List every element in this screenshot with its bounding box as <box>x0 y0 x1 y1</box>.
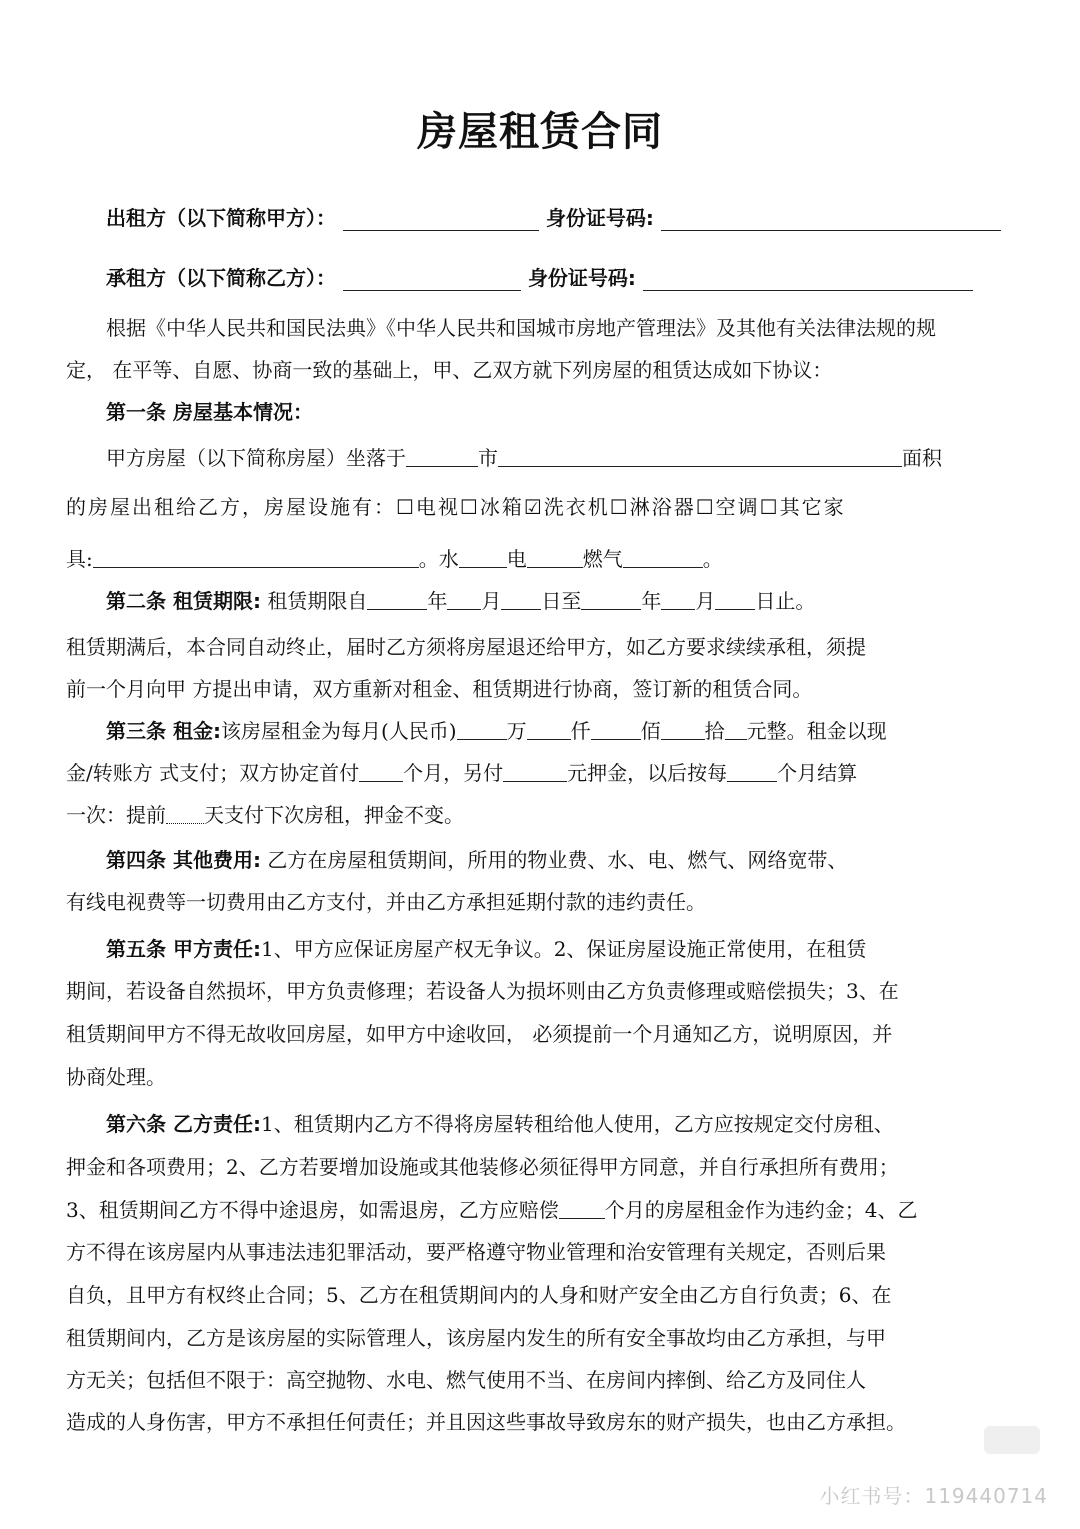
art3-settle-text: 个月结算 <box>777 761 858 785</box>
party-a-id-label: 身份证号码: <box>545 206 654 230</box>
art3-deposit-text: 元押金，以后按每 <box>567 761 728 785</box>
art1-water-blank[interactable] <box>459 543 507 568</box>
article-4-line-2: 有线电视费等一切费用由乙方支付，并由乙方承担延期付款的违约责任。 <box>66 890 706 914</box>
article-6-line-1 <box>106 1103 1016 1145</box>
art1-location-text: 甲方房屋（以下简称房屋）坐落于 <box>106 446 406 470</box>
article-3-line-2 <box>66 752 1016 794</box>
art3-advance-text: 一次：提前 <box>66 803 166 827</box>
party-a-id-blank[interactable] <box>661 208 1001 231</box>
article-6-title: 第六条 乙方责任: <box>106 1112 261 1136</box>
art2-start-month-blank[interactable] <box>447 585 481 610</box>
art1-end-mark: 。 <box>702 547 723 571</box>
article-6-line-5: 自负，且甲方有权终止合同；5、乙方在租赁期间内的人身和财产安全由乙方自行负责；6、在 <box>66 1283 892 1307</box>
party-b-row <box>106 262 1016 298</box>
art2-end-day-blank[interactable] <box>715 585 755 610</box>
art6-penalty-months-blank[interactable] <box>559 1194 605 1219</box>
art2-start-day-blank[interactable] <box>501 585 541 610</box>
article-6-line-2: 押金和各项费用；2、乙方若要增加设施或其他装修必须征得甲方同意，并自行承担所有费用； <box>66 1155 899 1179</box>
art3-bai-blank[interactable] <box>591 715 641 740</box>
art6-text-3b: 个月的房屋租金作为违约金；4、乙 <box>604 1198 918 1222</box>
art2-month-1: 月 <box>481 589 502 613</box>
article-1-heading <box>106 391 1016 433</box>
art3-bai: 佰 <box>640 719 661 743</box>
preamble-line-1: 根据《中华人民共和国民法典》《中华人民共和国城市房地产管理法》及其他有关法律法规的规 <box>106 316 936 340</box>
party-a-name-blank[interactable] <box>343 208 539 231</box>
art3-qian: 仟 <box>570 719 591 743</box>
article-2-line-2: 租赁期满后，本合同自动终止，届时乙方须将房屋退还给甲方，如乙方要求续续承租，须提 <box>66 635 866 659</box>
art3-payment-text: 金/转账方 式支付；双方协定首付 <box>66 761 360 785</box>
art1-gas-label: 燃气 <box>582 547 623 571</box>
party-a-row <box>106 202 1016 238</box>
art3-yuan-text: 元整。租金以现 <box>746 719 887 743</box>
party-a-label: 出租方（以下简称甲方）： <box>106 206 336 230</box>
art6-text-1: 1、租赁期内乙方不得将房屋转租给他人使用，乙方应按规定交付房租、 <box>260 1112 894 1136</box>
art3-rent-text: 该房屋租金为每月(人民币) <box>220 719 457 743</box>
art3-cycle-blank[interactable] <box>727 757 777 782</box>
art3-wan-blank[interactable] <box>457 715 507 740</box>
art1-gas-blank[interactable] <box>623 543 703 568</box>
page-title: 房屋租赁合同 <box>417 109 663 155</box>
party-b-id-label: 身份证号码: <box>527 266 636 290</box>
art1-city-blank[interactable] <box>406 442 478 467</box>
article-1-title: 第一条 房屋基本情况： <box>106 400 313 424</box>
art2-from-text: 租赁期限自 <box>267 589 368 613</box>
article-6-line-4: 方不得在该房屋内从事违法违犯罪活动，要严格遵守物业管理和治安管理有关规定，否则后果 <box>66 1240 886 1264</box>
article-6-line-7: 方无关；包括但不限于：高空抛物、水电、燃气使用不当、在房间内摔倒、给乙方及同住人 <box>66 1368 866 1392</box>
art3-next-rent-text: 天支付下次房租，押金不变。 <box>204 803 464 827</box>
article-6-line-3 <box>66 1189 1016 1231</box>
party-b-label: 承租方（以下简称乙方）： <box>106 266 336 290</box>
article-1-line-1 <box>106 437 1016 479</box>
art1-electric-label: 电 <box>506 547 527 571</box>
article-6-line-8: 造成的人身伤害，甲方不承担任何责任；并且因这些事故导致房东的财产损失，也由乙方承担。 <box>66 1410 906 1434</box>
art2-end-text: 日止。 <box>755 589 816 613</box>
art2-start-year-blank[interactable] <box>367 585 427 610</box>
article-4-line-1 <box>106 839 1016 881</box>
art4-text-1: 乙方在房屋租赁期间，所用的物业费、水、电、燃气、网络宽带、 <box>267 848 848 872</box>
art3-shi-blank[interactable] <box>661 715 705 740</box>
party-b-name-blank[interactable] <box>343 268 521 291</box>
watermark-logo-icon <box>984 1426 1040 1454</box>
art2-year-1: 年 <box>427 589 448 613</box>
article-3-line-3 <box>66 794 1016 836</box>
watermark-text: 小红书号：119440714 <box>819 1484 1048 1508</box>
art3-wan: 万 <box>506 719 527 743</box>
article-5-line-3: 租赁期间甲方不得无故收回房屋，如甲方中途收回， 必须提前一个月通知乙方，说明原因，并 <box>66 1022 893 1046</box>
art3-shi: 拾 <box>704 719 725 743</box>
art1-city-text: 市 <box>478 446 498 470</box>
art1-water-label: 。水 <box>418 547 459 571</box>
article-5-line-4: 协商处理。 <box>66 1065 166 1089</box>
article-3-line-1 <box>106 710 1016 752</box>
art3-qian-blank[interactable] <box>527 715 571 740</box>
art3-first-months-blank[interactable] <box>359 757 403 782</box>
article-5-line-2: 期间，若设备自然损坏，甲方负责修理；若设备人为损坏则由乙方负责修理或赔偿损失；3、在 <box>66 979 899 1003</box>
preamble-line-2: 定， 在平等、自愿、协商一致的基础上，甲、乙双方就下列房屋的租赁达成如下协议： <box>66 358 833 382</box>
art3-yuan-blank[interactable] <box>725 715 747 740</box>
article-4-title: 第四条 其他费用: <box>106 848 261 872</box>
art5-text-1: 1、甲方应保证房屋产权无争议。2、保证房屋设施正常使用，在租赁 <box>260 937 867 961</box>
article-6-line-6: 租赁期间内，乙方是该房屋的实际管理人，该房屋内发生的所有安全事故均由乙方承担，与甲 <box>66 1326 886 1350</box>
article-1-line-2: 的房屋出租给乙方，房屋设施有：☐电视☐冰箱☑洗衣机☐淋浴器☐空调☐其它家 <box>66 495 846 519</box>
art2-to-text: 日至 <box>541 589 582 613</box>
article-5-line-1 <box>106 928 1016 970</box>
article-1-line-3 <box>66 538 1016 580</box>
art2-month-2: 月 <box>695 589 716 613</box>
art2-end-month-blank[interactable] <box>661 585 695 610</box>
art1-furniture-label: 具: <box>66 547 93 571</box>
art3-days-blank[interactable] <box>166 799 204 824</box>
art1-furniture-blank[interactable] <box>93 543 419 568</box>
art1-electric-blank[interactable] <box>527 543 583 568</box>
art2-end-year-blank[interactable] <box>581 585 641 610</box>
art6-text-3a: 3、租赁期间乙方不得中途退房，如需退房，乙方应赔偿 <box>66 1198 559 1222</box>
article-5-title: 第五条 甲方责任: <box>106 937 261 961</box>
art1-address-blank[interactable] <box>498 442 902 467</box>
article-2-title: 第二条 租赁期限: <box>106 589 261 613</box>
article-3-title: 第三条 租金: <box>106 719 221 743</box>
party-b-id-blank[interactable] <box>643 268 973 291</box>
art3-deposit-blank[interactable] <box>503 757 567 782</box>
art3-months-text: 个月，另付 <box>403 761 504 785</box>
art2-year-2: 年 <box>641 589 662 613</box>
article-2-line-3: 前一个月向甲 方提出申请，双方重新对租金、租赁期进行协商，签订新的租赁合同。 <box>66 677 813 701</box>
art1-area-text: 面积 <box>902 446 942 470</box>
article-2-line-1 <box>106 580 1016 622</box>
